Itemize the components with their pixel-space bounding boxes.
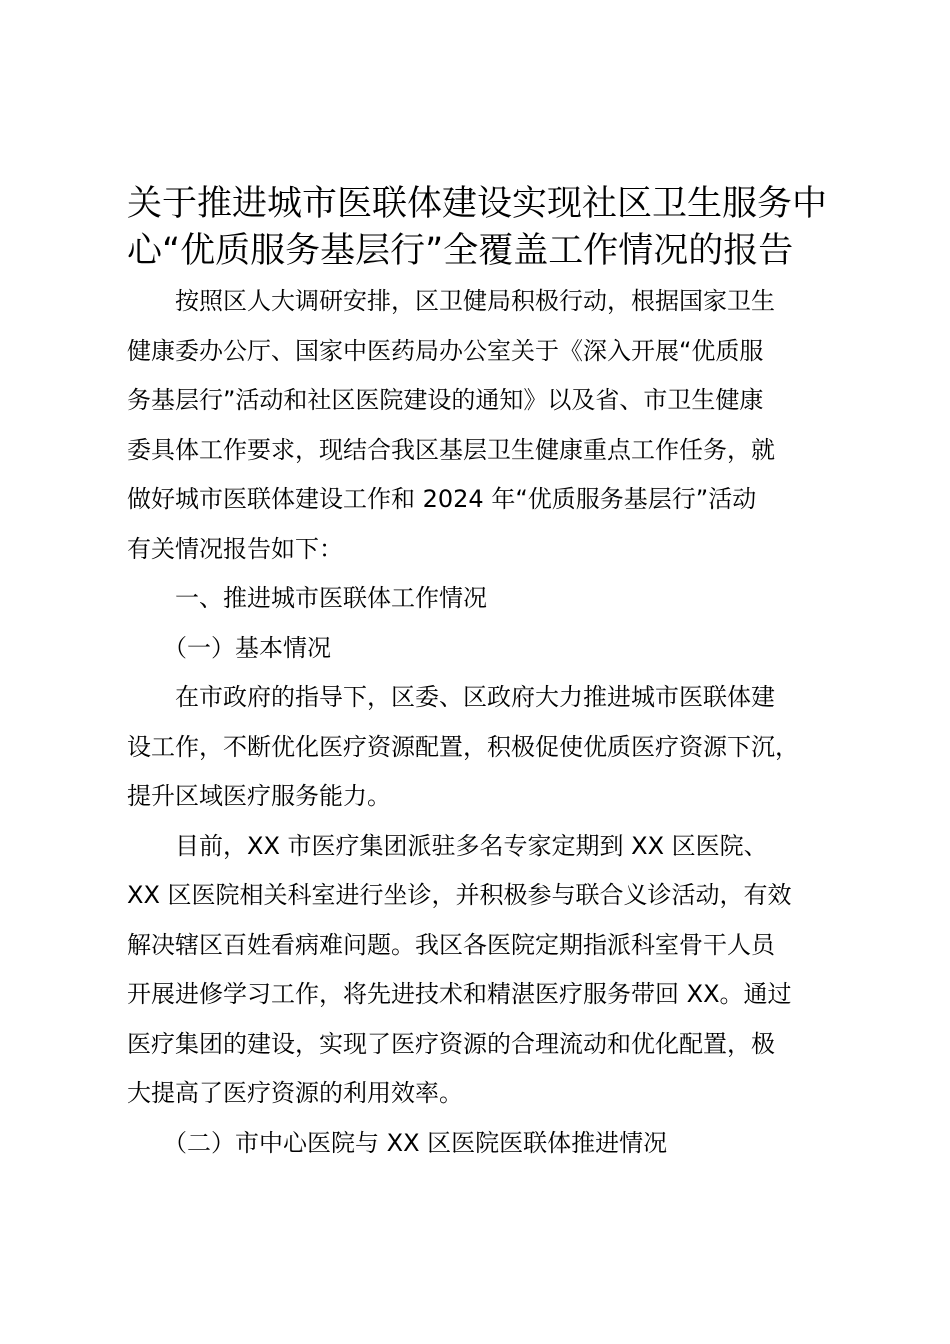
- intro-paragraph: [127, 277, 835, 574]
- text-line: 务基层行”活动和社区医院建设的通知》以及省、市卫生健康: [127, 386, 764, 414]
- text-line: 做好城市医联体建设工作和 2024 年“优质服务基层行”活动: [127, 485, 757, 513]
- subsection-heading-2: [127, 1119, 835, 1169]
- heading-line: （一）基本情况: [127, 633, 331, 662]
- text-line: 开展进修学习工作，将先进技术和精湛医疗服务带回 XX。通过: [127, 980, 792, 1008]
- heading-line: 一、推进城市医联体工作情况: [127, 584, 487, 612]
- body-paragraph: [127, 673, 835, 822]
- text-line: 解决辖区百姓看病难问题。我区各医院定期指派科室骨干人员: [127, 930, 775, 959]
- title-line: 心“优质服务基层行”全覆盖工作情况的报告: [127, 231, 794, 271]
- text-line: 在市政府的指导下，区委、区政府大力推进城市医联体建: [127, 683, 775, 711]
- text-line: 委具体工作要求，现结合我区基层卫生健康重点工作任务，就: [127, 435, 775, 464]
- text-line: XX 区医院相关科室进行坐诊，并积极参与联合义诊活动，有效: [127, 881, 792, 909]
- heading-line: （二）市中心医院与 XX 区医院医联体推进情况: [127, 1128, 668, 1157]
- document-page: [127, 181, 835, 1168]
- text-line: 医疗集团的建设，实现了医疗资源的合理流动和优化配置，极: [127, 1029, 775, 1058]
- text-line: 健康委办公厅、国家中医药局办公室关于《深入开展“优质服: [127, 336, 764, 365]
- text-line: 目前，XX 市医疗集团派驻多名专家定期到 XX 区医院、: [127, 831, 768, 860]
- body-paragraph: [127, 822, 835, 1119]
- title-line: 关于推进城市医联体建设实现社区卫生服务中: [127, 184, 828, 224]
- text-line: 设工作，不断优化医疗资源配置，积极促使优质医疗资源下沉，: [127, 732, 799, 761]
- document-title: [127, 181, 835, 275]
- text-line: 大提高了医疗资源的利用效率。: [127, 1079, 463, 1107]
- text-line: 有关情况报告如下：: [127, 534, 343, 563]
- text-line: 按照区人大调研安排，区卫健局积极行动，根据国家卫生: [127, 287, 775, 315]
- section-heading-1: [127, 574, 835, 624]
- subsection-heading-1: [127, 624, 835, 674]
- text-line: 提升区域医疗服务能力。: [127, 782, 391, 810]
